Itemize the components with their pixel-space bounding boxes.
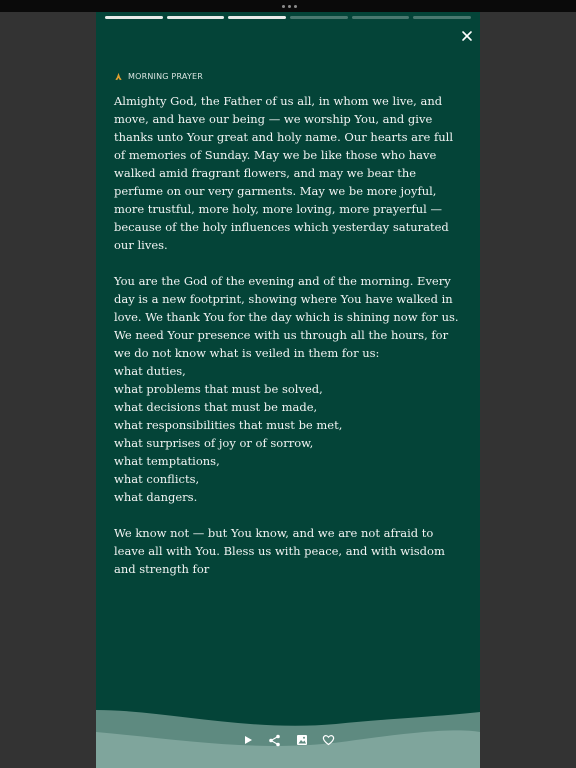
multitasking-dots-icon[interactable] — [282, 5, 297, 8]
background-pane-left — [0, 12, 96, 768]
progress-segment[interactable] — [352, 16, 410, 19]
progress-segment[interactable] — [290, 16, 348, 19]
play-button[interactable] — [241, 734, 254, 747]
category-label-text: MORNING PRAYER — [128, 72, 204, 81]
background-pane-right — [480, 12, 576, 768]
story-card — [96, 12, 480, 768]
story-progress-bar — [105, 16, 471, 19]
close-button[interactable] — [460, 28, 474, 42]
prayer-paragraph: You are the God of the evening and of the morning. Every day is a new footprint, showing where You have walked in love. We thank You for the day which is shining now for us. We need Your presence with us through all the hours, for we do not know what is veiled in them for us: what duties, what problems that must be solved, what decisions that must be made, what responsibilities that must be met, what surprises of joy or of sorrow, what temptations, what conflicts, what dangers. — [114, 274, 459, 504]
image-button[interactable] — [295, 734, 308, 747]
praying-hands-icon — [114, 72, 123, 81]
progress-segment[interactable] — [413, 16, 471, 19]
heart-icon — [322, 734, 335, 746]
share-button[interactable] — [268, 734, 281, 747]
image-icon — [296, 734, 308, 746]
progress-segment[interactable] — [228, 16, 286, 19]
share-icon — [268, 734, 281, 747]
story-toolbar — [96, 732, 480, 748]
status-bar — [0, 0, 576, 12]
favorite-button[interactable] — [322, 734, 335, 747]
prayer-paragraph: Almighty God, the Father of us all, in whom we live, and move, and have our being — we worship You, and give thanks unto Your great and holy name. Our hearts are full of memories of Sunday. May we be like those who have walked amid fragrant flowers, and may we bear the perfume on our very garments. May we be more joyful, more trustful, more holy, more loving, more prayerful — because of the holy influences which yesterday saturated our lives. — [114, 94, 453, 252]
close-icon — [460, 29, 474, 43]
prayer-text — [114, 92, 464, 596]
prayer-paragraph: We know not — but You know, and we are not afraid to leave all with You. Bless us with peace, and with wisdom and strength for — [114, 526, 445, 576]
progress-segment[interactable] — [167, 16, 225, 19]
progress-segment[interactable] — [105, 16, 163, 19]
prayer-category-label — [114, 72, 203, 81]
play-icon — [243, 735, 253, 745]
